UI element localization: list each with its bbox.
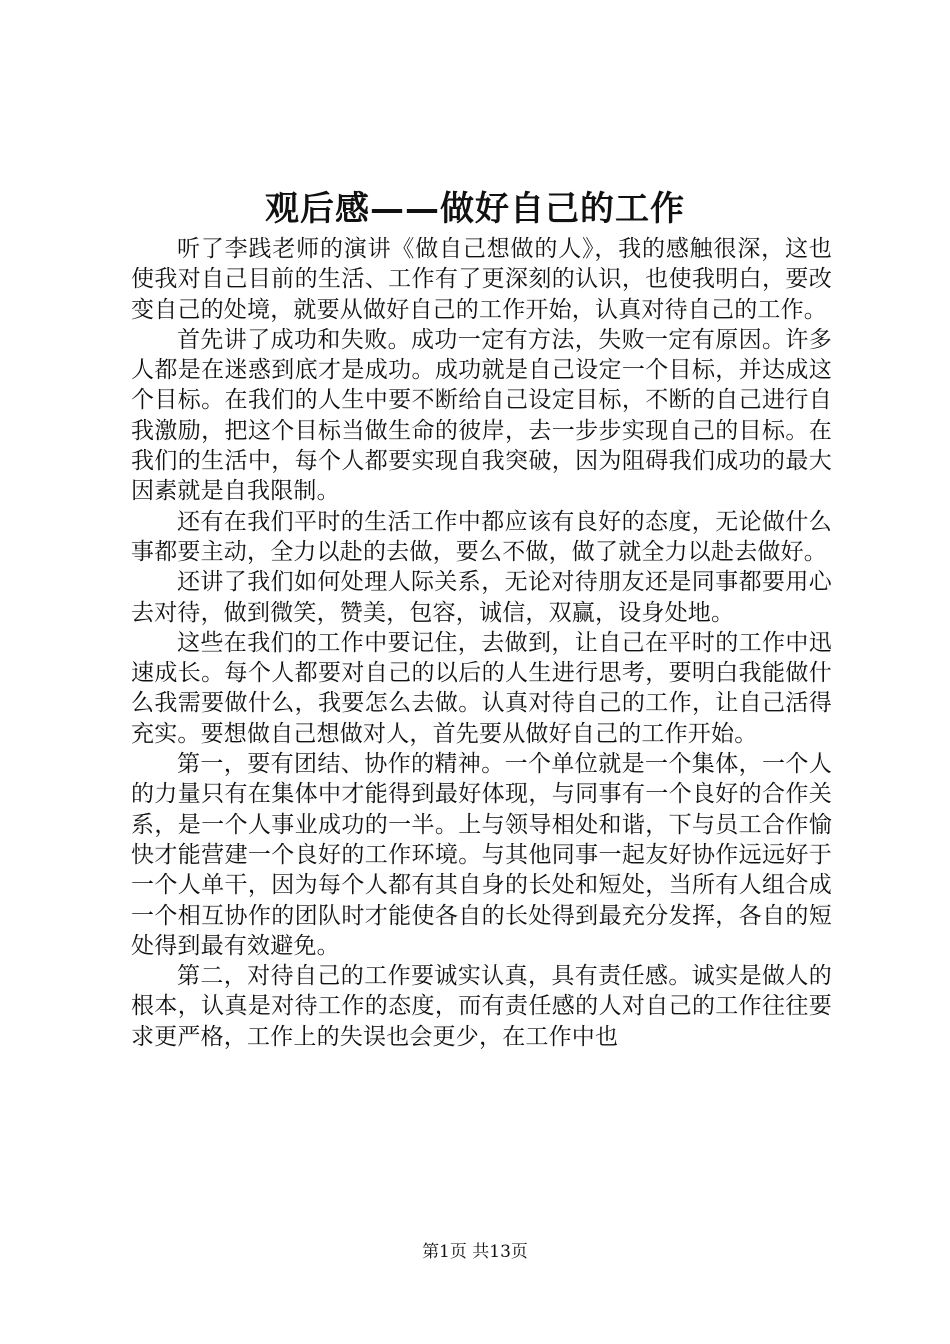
paragraph-3: 还有在我们平时的生活工作中都应该有良好的态度，无论做什么事都要主动，全力以赴的去做，要么不做，做了就全力以赴去做好。 bbox=[131, 508, 832, 565]
document-title: 观后感——做好自己的工作 bbox=[265, 189, 685, 229]
paragraph-2: 首先讲了成功和失败。成功一定有方法，失败一定有原因。许多人都是在迷惑到底才是成功。成功就是自己设定一个目标，并达成这个目标。在我们的人生中要不断给自己设定目标，不断的自己进行自我激励，把这个目标当做生命的彼岸，去一步步实现自己的目标。在我们的生活中，每个人都要实现自我突破，因为阻碍我们成功的最大因素就是自我限制。 bbox=[131, 326, 832, 505]
paragraph-5: 这些在我们的工作中要记住，去做到，让自己在平时的工作中迅速成长。每个人都要对自己的以后的人生进行思考，要明白我能做什么我需要做什么，我要怎么去做。认真对待自己的工作，让自己活得充实。要想做自己想做对人，首先要从做好自己的工作开始。 bbox=[131, 629, 832, 747]
page-number-footer: 第1页 共13页 bbox=[422, 1242, 528, 1262]
paragraph-6: 第一，要有团结、协作的精神。一个单位就是一个集体，一个人的力量只有在集体中才能得到最好体现，与同事有一个良好的合作关系，是一个人事业成功的一半。上与领导相处和谐，下与员工合作愉快才能营建一个良好的工作环境。与其他同事一起友好协作远远好于一个人单干，因为每个人都有其自身的长处和短处，当所有人组合成一个相互协作的团队时才能使各自的长处得到最充分发挥，各自的短处得到最有效避免。 bbox=[131, 751, 832, 959]
paragraph-7: 第二，对待自己的工作要诚实认真，具有责任感。诚实是做人的根本，认真是对待工作的态度，而有责任感的人对自己的工作往往要求更严格，工作上的失误也会更少，在工作中也 bbox=[131, 963, 832, 1050]
paragraph-4: 还讲了我们如何处理人际关系，无论对待朋友还是同事都要用心去对待，做到微笑，赞美，包容，诚信，双赢，设身处地。 bbox=[131, 569, 832, 626]
document-body bbox=[131, 234, 832, 1052]
paragraph-1: 听了李践老师的演讲《做自己想做的人》，我的感触很深，这也使我对自己目前的生活、工作有了更深刻的认识，也使我明白，要改变自己的处境，就要从做好自己的工作开始，认真对待自己的工作。 bbox=[131, 236, 832, 323]
